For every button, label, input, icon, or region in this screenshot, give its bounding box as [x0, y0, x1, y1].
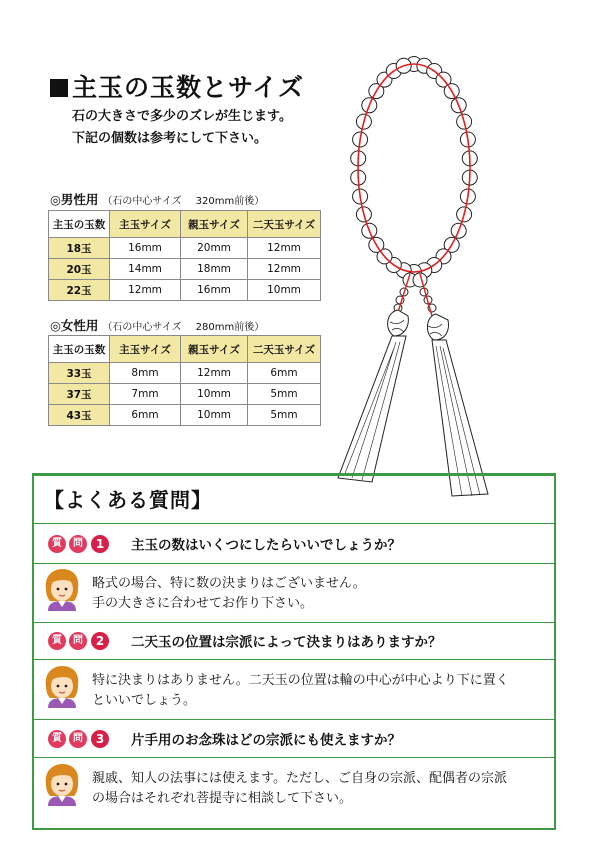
- table-cell: 18mm: [181, 259, 248, 280]
- header-cell: 親玉サイズ: [181, 336, 248, 363]
- table-row: [49, 259, 321, 280]
- question-number-badge: 3: [91, 730, 109, 748]
- table-cell: 7mm: [110, 384, 181, 405]
- table-cell: 12mm: [248, 259, 321, 280]
- female-size-table: [48, 335, 321, 426]
- header-cell: 二天玉サイズ: [248, 336, 321, 363]
- header-cell: 主玉サイズ: [110, 211, 181, 238]
- table-row: [49, 238, 321, 259]
- table-cell: 14mm: [110, 259, 181, 280]
- question-number-badge: 1: [91, 535, 109, 553]
- question-tag-icon: 問: [69, 535, 87, 553]
- juzu-bead-strands: [394, 273, 436, 316]
- juzu-prayer-beads-illustration: [328, 30, 508, 510]
- table-cell: 10mm: [181, 405, 248, 426]
- intro-line-2: 下記の個数は参考にして下さい。: [72, 131, 268, 146]
- divider: [34, 719, 554, 720]
- table-cell: 5mm: [248, 384, 321, 405]
- question-tag-icon: 問: [69, 730, 87, 748]
- divider: [34, 659, 554, 660]
- header-cell: 主玉の玉数: [49, 336, 110, 363]
- question-tag-icon: 問: [69, 632, 87, 650]
- row-header-cell: 33玉: [49, 363, 110, 384]
- faq-question-2: [48, 630, 442, 650]
- table-row: [49, 280, 321, 301]
- page-title: 主玉の玉数とサイズ: [50, 68, 304, 104]
- table-header-row: [49, 336, 321, 363]
- intro-line-1: 石の大きさで多少のズレが生じます。: [72, 109, 292, 124]
- question-text: 二天玉の位置は宗派によって決まりはありますか？: [131, 634, 442, 651]
- girl-avatar-icon: [42, 567, 82, 611]
- square-bullet-icon: [50, 79, 68, 97]
- left-tassel: [338, 310, 408, 482]
- table-cell: 12mm: [110, 280, 181, 301]
- header-cell: 主玉の玉数: [49, 211, 110, 238]
- table-cell: 10mm: [248, 280, 321, 301]
- table-cell: 6mm: [248, 363, 321, 384]
- table-row: [49, 384, 321, 405]
- divider: [34, 757, 554, 758]
- female-section-heading: ◎女性用 （石の中心サイズ 280mm前後）: [50, 318, 265, 333]
- row-header-cell: 18玉: [49, 238, 110, 259]
- table-cell: 10mm: [181, 384, 248, 405]
- faq-answer-2: 特に決まりはありません。二天玉の位置は輪の中心が中心より下に置く といいでしょう。: [92, 673, 509, 708]
- table-cell: 16mm: [110, 238, 181, 259]
- question-text: 主玉の数はいくつにしたらいいでしょうか？: [131, 537, 401, 554]
- table-cell: 8mm: [110, 363, 181, 384]
- question-text: 片手用のお念珠はどの宗派にも使えますか？: [131, 732, 401, 749]
- table-row: [49, 405, 321, 426]
- table-cell: 16mm: [181, 280, 248, 301]
- question-tag-icon: 質: [48, 730, 66, 748]
- header-cell: 親玉サイズ: [181, 211, 248, 238]
- table-cell: 20mm: [181, 238, 248, 259]
- question-tag-icon: 質: [48, 535, 66, 553]
- table-header-row: [49, 211, 321, 238]
- faq-title: 【よくある質問】: [44, 488, 212, 512]
- row-header-cell: 22玉: [49, 280, 110, 301]
- row-header-cell: 43玉: [49, 405, 110, 426]
- juzu-bead-ring: [351, 57, 478, 280]
- header-cell: 主玉サイズ: [110, 336, 181, 363]
- header-cell: 二天玉サイズ: [248, 211, 321, 238]
- girl-avatar-icon: [42, 664, 82, 708]
- faq-answer-1: 略式の場合、特に数の決まりはございません。 手の大きさに合わせてお作り下さい。: [92, 576, 366, 611]
- table-cell: 6mm: [110, 405, 181, 426]
- divider: [34, 563, 554, 564]
- male-section-heading: ◎男性用 （石の中心サイズ 320mm前後）: [50, 192, 265, 207]
- table-cell: 12mm: [248, 238, 321, 259]
- juzu-string: [358, 64, 470, 272]
- divider: [34, 622, 554, 623]
- question-tag-icon: 質: [48, 632, 66, 650]
- faq-question-3: [48, 728, 401, 748]
- table-row: [49, 363, 321, 384]
- table-cell: 5mm: [248, 405, 321, 426]
- row-header-cell: 20玉: [49, 259, 110, 280]
- question-number-badge: 2: [91, 632, 109, 650]
- male-size-table: [48, 210, 321, 301]
- right-tassel: [427, 314, 488, 496]
- faq-answer-3: 親戚、知人の法事には使えます。ただし、ご自身の宗派、配偶者の宗派 の場合はそれぞれ菩提寺に相談して下さい。: [92, 771, 507, 806]
- row-header-cell: 37玉: [49, 384, 110, 405]
- intro-text: [72, 106, 292, 150]
- divider: [34, 523, 554, 524]
- table-cell: 12mm: [181, 363, 248, 384]
- faq-question-1: [48, 533, 401, 553]
- faq-box: [32, 473, 556, 830]
- girl-avatar-icon: [42, 762, 82, 806]
